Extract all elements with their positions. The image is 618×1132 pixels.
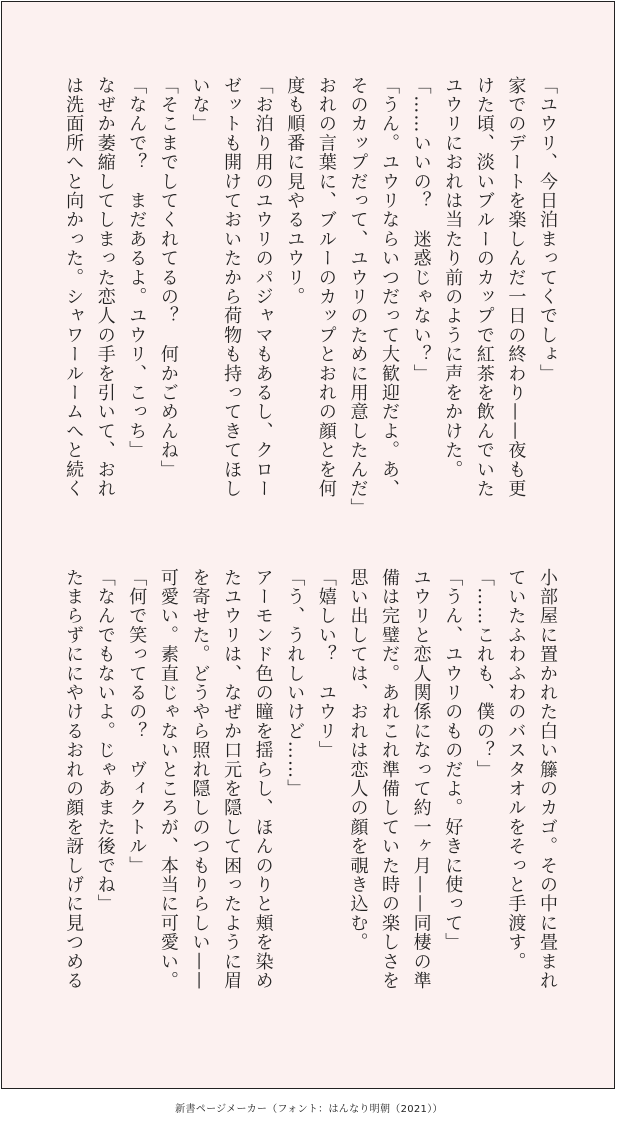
text-line: ていたふわふわのバスタオルをそっと手渡す。: [505, 568, 527, 972]
bottom-text-block: [58, 568, 564, 1038]
text-line: 「お泊り用のユウリのパジャマもあるし、クロー: [252, 76, 274, 499]
text-line: ユウリにおれは当たり前のように声をかけた。: [442, 76, 464, 480]
text-line: 「う、うれしいけど……」: [284, 568, 306, 799]
top-text-block: [58, 76, 564, 546]
text-line: 「なんでもないよ。じゃあまた後でね」: [94, 568, 116, 914]
text-line: けた頃、淡いブルーのカップで紅茶を飲んでいた: [473, 76, 495, 499]
text-line: 家でのデートを楽しんだ一日の終わり——夜も更: [505, 76, 527, 499]
text-line: 「ユウリ、今日泊まってくでしょ」: [537, 76, 558, 384]
text-line: アーモンド色の瞳を揺らし、ほんのりと頬を染め: [252, 568, 274, 991]
text-line: 「何で笑ってるの？ ヴィクトル」: [126, 568, 148, 876]
footer-credit: 新書ページメーカー（フォント：はんなり明朝（2021））: [175, 1104, 443, 1115]
text-line: 「うん。ユウリならいつだって大歓迎だよ。あ、: [379, 76, 401, 499]
text-line: おれの言葉に、ブルーのカップとおれの顔とを何: [315, 76, 337, 499]
text-line: ユウリと恋人関係になって約一ヶ月——同棲の準: [410, 568, 432, 991]
text-line: たまらずににやけるおれの顔を訝しげに見つめる: [63, 568, 85, 991]
manuscript-page: [1, 1, 615, 1089]
text-line: を寄せた。どうやら照れ隠しのつもりらしい——: [189, 568, 211, 991]
text-line: なぜか萎縮してしまった恋人の手を引いて、おれ: [94, 76, 116, 499]
text-line: 小部屋に置かれた白い籐のカゴ。その中に畳まれ: [537, 568, 558, 991]
text-line: ゼットも開けておいたから荷物も持ってきてほし: [221, 76, 243, 499]
text-line: 思い出しては、おれは恋人の顔を覗き込む。: [347, 568, 369, 952]
text-line: たユウリは、なぜか口元を隠して困ったように眉: [221, 568, 243, 991]
text-line: は洗面所へと向かった。シャワールームへと続く: [63, 76, 85, 499]
text-line: 「なんで？ まだあるよ。ユウリ、こっち」: [126, 76, 148, 460]
text-line: いな」: [189, 76, 211, 134]
text-line: 備は完璧だ。あれこれ準備していた時の楽しさを: [379, 568, 401, 991]
text-line: 「……これも、僕の？」: [473, 568, 495, 780]
text-line: 可愛い。素直じゃないところが、本当に可愛い。: [157, 568, 179, 991]
text-line: 度も順番に見やるユウリ。: [284, 76, 306, 307]
text-line: 「うん、ユウリのものだよ。好きに使って」: [442, 568, 464, 952]
text-line: 「……いいの？ 迷惑じゃない？」: [410, 76, 432, 384]
text-line: 「嬉しい？ ユウリ」: [315, 568, 337, 760]
text-line: 「そこまでしてくれてるの？ 何かごめんね」: [157, 76, 179, 480]
text-line: そのカップだって、ユウリのために用意したんだ」: [347, 76, 369, 518]
